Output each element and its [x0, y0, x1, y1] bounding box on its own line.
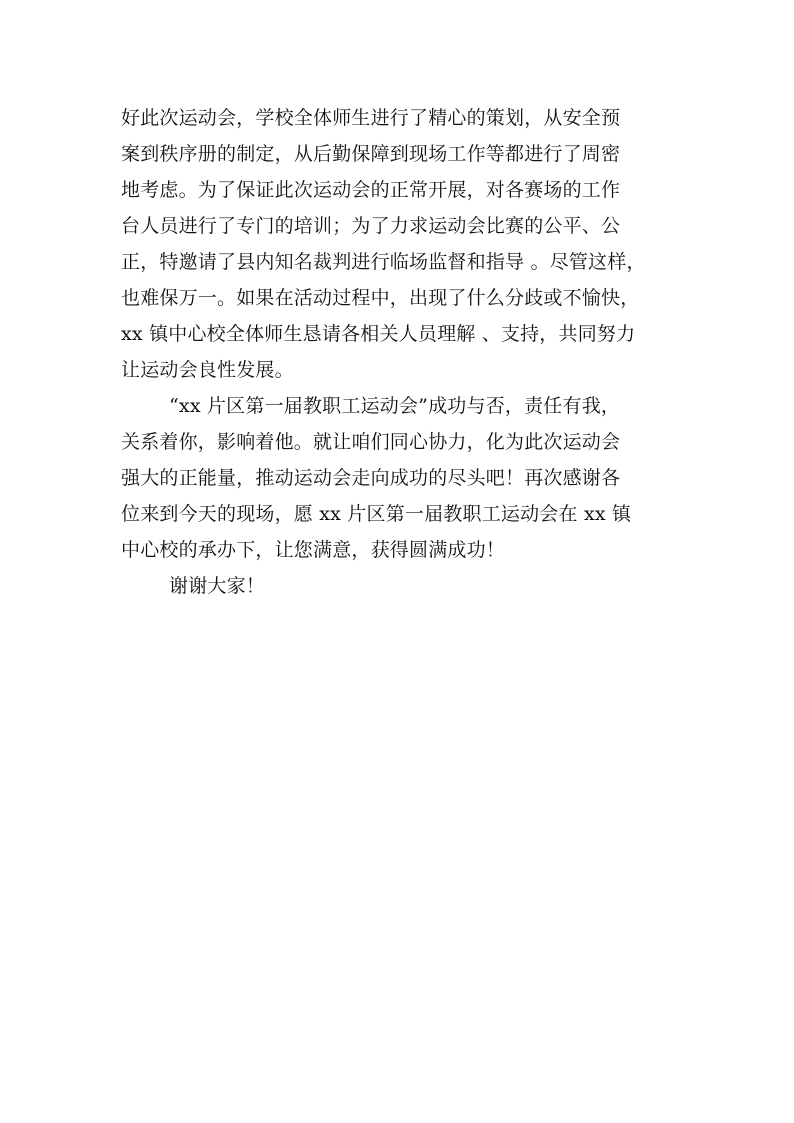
- text-line: xx 镇中心校全体师生恳请各相关人员理解 、支持，共同努力: [121, 323, 636, 345]
- closing-line: 谢谢大家！: [169, 575, 266, 597]
- text-line: 正，特邀请了县内知名裁判进行临场监督和指导 。尽管这样，: [121, 251, 646, 273]
- text-line: 地考虑。为了保证此次运动会的正常开展，对各赛场的工作: [121, 179, 621, 201]
- text-line: 案到秩序册的制定，从后勤保障到现场工作等都进行了周密: [121, 143, 621, 165]
- text-line: 台人员进行了专门的培训；为了力求运动会比赛的公平、公: [121, 215, 621, 237]
- text-line: 强大的正能量，推动运动会走向成功的尽头吧！再次感谢各: [121, 467, 621, 489]
- text-line: 关系着你，影响着他。就让咱们同心协力，化为此次运动会: [121, 431, 621, 453]
- document-body: [121, 100, 681, 604]
- text-line: 中心校的承办下，让您满意，获得圆满成功！: [121, 539, 506, 561]
- text-line: 也难保万一。如果在活动过程中，出现了什么分歧或不愉快，: [121, 287, 640, 309]
- text-line: 让运动会良性发展。: [121, 359, 294, 381]
- paragraph-2: [121, 388, 681, 568]
- text-line: 好此次运动会，学校全体师生进行了精心的策划，从安全预: [121, 107, 621, 129]
- text-line-indented: “xx 片区第一届教职工运动会”成功与否，责任有我，: [169, 395, 621, 417]
- text-line: 位来到今天的现场，愿 xx 片区第一届教职工运动会在 xx 镇: [121, 503, 632, 525]
- closing-paragraph: [121, 568, 681, 604]
- paragraph-1: [121, 100, 681, 388]
